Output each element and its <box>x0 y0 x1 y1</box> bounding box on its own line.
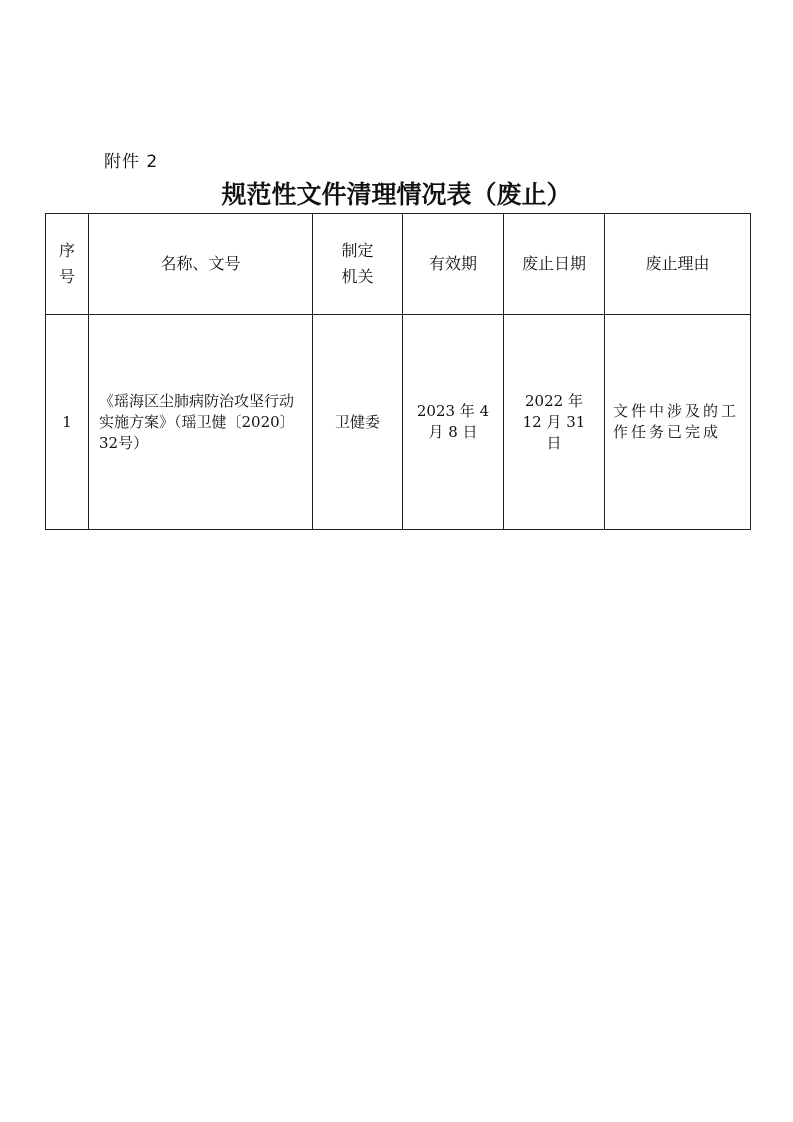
table-row <box>46 315 751 530</box>
header-name: 名称、文号 <box>89 214 313 315</box>
page-title: 规范性文件清理情况表（废止） <box>221 180 572 209</box>
cell-issuer: 卫健委 <box>313 315 403 530</box>
attachment-label: 附件 2 <box>104 152 159 172</box>
header-index: 序号 <box>46 214 89 315</box>
cleanup-table <box>45 213 751 530</box>
cell-index: 1 <box>46 315 89 530</box>
cell-reason: 文件中涉及的工作任务已完成 <box>605 315 751 530</box>
table-header-row <box>46 214 751 315</box>
header-repeal-date: 废止日期 <box>504 214 605 315</box>
header-reason: 废止理由 <box>605 214 751 315</box>
header-issuer: 制定机关 <box>313 214 403 315</box>
cell-name: 《瑶海区尘肺病防治攻坚行动实施方案》（瑶卫健〔2020〕32号） <box>89 315 313 530</box>
cell-repeal-date: 2022 年 12 月 31 日 <box>504 315 605 530</box>
header-validity: 有效期 <box>403 214 504 315</box>
cell-validity: 2023 年 4 月 8 日 <box>403 315 504 530</box>
